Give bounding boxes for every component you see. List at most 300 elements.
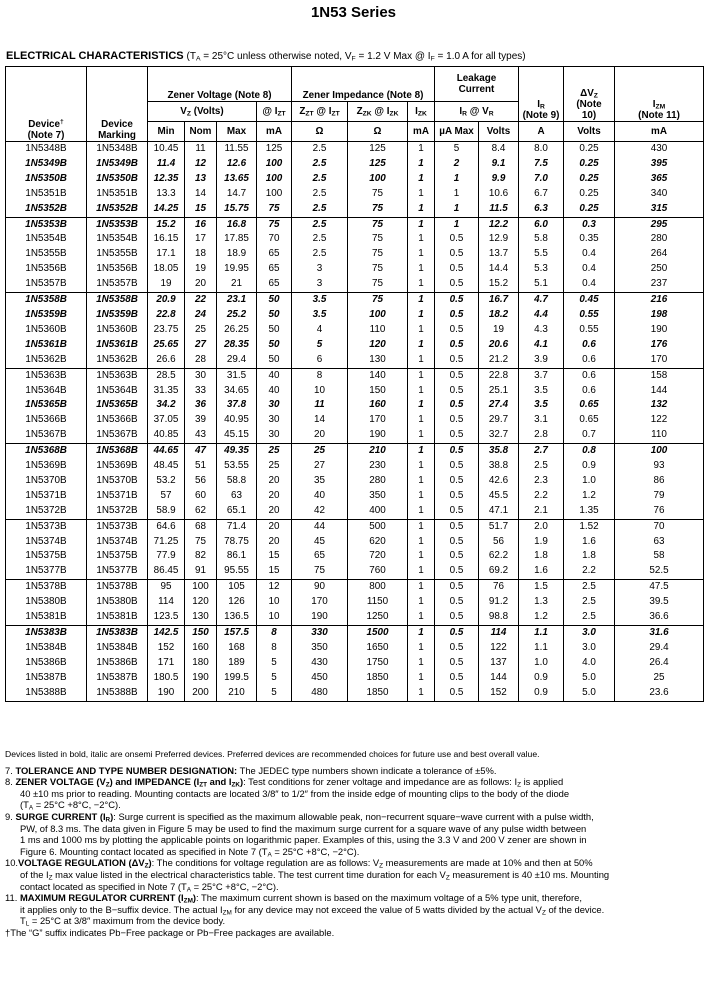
cell-vz-nom: 12	[185, 157, 217, 172]
cell-marking: 1N5351B	[87, 187, 148, 202]
cell-delta-vz: 0.9	[564, 459, 615, 474]
cell-ir-ua: 0.5	[435, 489, 479, 504]
cell-izk: 1	[408, 142, 435, 157]
cell-ir-ua: 0.5	[435, 413, 479, 428]
cell-vz-nom: 51	[185, 459, 217, 474]
table-row	[6, 232, 704, 247]
cell-vz-min: 20.9	[148, 293, 185, 308]
cell-device: 1N5372B	[6, 504, 87, 519]
cell-vz-nom: 15	[185, 202, 217, 217]
cell-device: 1N5386B	[6, 656, 87, 671]
table-row	[6, 549, 704, 564]
cell-izm: 79	[615, 489, 704, 504]
cell-izt: 8	[257, 626, 292, 641]
cell-ir-a: 0.9	[519, 671, 564, 686]
cell-zzk: 210	[348, 444, 408, 459]
cell-zzk: 1850	[348, 686, 408, 701]
cell-izt: 20	[257, 474, 292, 489]
cell-marking: 1N5355B	[87, 247, 148, 262]
cell-delta-vz: 0.4	[564, 277, 615, 292]
cell-zzk: 100	[348, 308, 408, 323]
cell-vz-max: 21	[217, 277, 257, 292]
cell-izt: 100	[257, 187, 292, 202]
cell-izk: 1	[408, 535, 435, 550]
header-unit-zzt-ohm: Ω	[292, 122, 348, 142]
cell-izm: 29.4	[615, 641, 704, 656]
cell-vz-max: 25.2	[217, 308, 257, 323]
cell-ir-ua: 0.5	[435, 474, 479, 489]
cell-zzk: 500	[348, 519, 408, 534]
cell-vr: 98.8	[479, 610, 519, 625]
cell-delta-vz: 0.8	[564, 444, 615, 459]
header-delta-vz: $\Delta V_Z$ (Note 10)	[564, 67, 615, 122]
cell-vz-max: 28.35	[217, 338, 257, 353]
cell-vz-min: 10.45	[148, 142, 185, 157]
cell-vz-max: 19.95	[217, 262, 257, 277]
cell-izt: 65	[257, 262, 292, 277]
cell-vz-min: 25.65	[148, 338, 185, 353]
cell-delta-vz: 0.6	[564, 368, 615, 383]
cell-izk: 1	[408, 564, 435, 579]
cell-delta-vz: 1.35	[564, 504, 615, 519]
cell-marking: 1N5366B	[87, 413, 148, 428]
cell-vz-max: 11.55	[217, 142, 257, 157]
cell-ir-a: 8.0	[519, 142, 564, 157]
cell-delta-vz: 0.25	[564, 157, 615, 172]
cell-izk: 1	[408, 580, 435, 595]
cell-vz-nom: 75	[185, 535, 217, 550]
cell-izm: 170	[615, 353, 704, 368]
cell-vz-max: 65.1	[217, 504, 257, 519]
cell-device: 1N5368B	[6, 444, 87, 459]
cell-ir-ua: 1	[435, 202, 479, 217]
cell-izk: 1	[408, 474, 435, 489]
cell-zzk: 75	[348, 187, 408, 202]
cell-device: 1N5355B	[6, 247, 87, 262]
cell-izt: 20	[257, 504, 292, 519]
cell-device: 1N5365B	[6, 398, 87, 413]
cell-vr: 122	[479, 641, 519, 656]
cell-zzt: 11	[292, 398, 348, 413]
cell-izm: 216	[615, 293, 704, 308]
cell-izk: 1	[408, 353, 435, 368]
header-zzt: $Z_{ZT}$ @ $I_{ZT}$	[292, 102, 348, 122]
cell-delta-vz: 3.0	[564, 626, 615, 641]
cell-izk: 1	[408, 444, 435, 459]
cell-ir-a: 5.1	[519, 277, 564, 292]
cell-izm: 132	[615, 398, 704, 413]
cell-vz-max: 210	[217, 686, 257, 701]
cell-delta-vz: 0.6	[564, 338, 615, 353]
cell-zzt: 90	[292, 580, 348, 595]
cell-zzt: 2.5	[292, 172, 348, 187]
cell-marking: 1N5378B	[87, 580, 148, 595]
cell-vz-max: 53.55	[217, 459, 257, 474]
cell-marking: 1N5362B	[87, 353, 148, 368]
cell-ir-a: 3.1	[519, 413, 564, 428]
cell-zzk: 110	[348, 323, 408, 338]
note-8: 8. ZENER VOLTAGE $(V_Z)$ and IMPEDANCE ($I_{ZT}$ and $I_{ZK}$): Test conditions for zener voltage and impedance are as follows: $I_Z$ is applied 40 ±10 ms prior to reading. Mounting contacts are located 3/8″ to 1/2″ from the inside edge of mounting clips to the body of the diode ($T_A = 25^\circ C +8^\circ C$, −2°C).	[5, 776, 570, 812]
cell-izm: 86	[615, 474, 704, 489]
preferred-devices-note: Devices listed in bold, italic are onsemi Preferred devices. Preferred devices are recommended choices for future use and best overall value.	[5, 749, 540, 759]
cell-izk: 1	[408, 187, 435, 202]
cell-vz-max: 95.55	[217, 564, 257, 579]
cell-izm: 237	[615, 277, 704, 292]
cell-vz-min: 11.4	[148, 157, 185, 172]
cell-vz-min: 18.05	[148, 262, 185, 277]
cell-zzt: 35	[292, 474, 348, 489]
cell-vz-max: 126	[217, 595, 257, 610]
table-row	[6, 293, 704, 308]
cell-delta-vz: 1.2	[564, 489, 615, 504]
cell-izm: 36.6	[615, 610, 704, 625]
cell-zzk: 230	[348, 459, 408, 474]
cell-ir-ua: 0.5	[435, 656, 479, 671]
cell-vz-nom: 27	[185, 338, 217, 353]
header-at-izt: @ $I_{ZT}$	[257, 102, 292, 122]
cell-izm: 93	[615, 459, 704, 474]
cell-izk: 1	[408, 519, 435, 534]
table-body	[6, 142, 704, 702]
cell-izk: 1	[408, 232, 435, 247]
note-9: 9. SURGE CURRENT $(I_R)$: Surge current is specified as the maximum allowable peak, non−recurrent square−wave current with a pulse width, PW, of 8.3 ms. The data given in Figure 5 may be used to find the maximum surge current for a square wave of any pulse width between 1 ms and 1000 ms by plotting the applicable points on logarithmic paper. Examples of this, using the 3.3 V and 200 V zener are shown in Figure 6. Mounting contact located as specified in Note 7 ($T_A = 25^\circ C +8^\circ C$, −2°C).	[5, 810, 594, 859]
cell-vr: 42.6	[479, 474, 519, 489]
cell-device: 1N5357B	[6, 277, 87, 292]
cell-vz-nom: 25	[185, 323, 217, 338]
cell-zzk: 280	[348, 474, 408, 489]
cell-izt: 30	[257, 428, 292, 443]
cell-izt: 10	[257, 610, 292, 625]
cell-delta-vz: 0.25	[564, 187, 615, 202]
cell-ir-a: 5.5	[519, 247, 564, 262]
table-row	[6, 338, 704, 353]
cell-izm: 144	[615, 384, 704, 399]
cell-zzk: 75	[348, 293, 408, 308]
cell-vz-min: 86.45	[148, 564, 185, 579]
cell-ir-ua: 0.5	[435, 262, 479, 277]
cell-delta-vz: 0.25	[564, 202, 615, 217]
cell-device: 1N5366B	[6, 413, 87, 428]
header-unit-max: Max	[217, 122, 257, 142]
table-row	[6, 413, 704, 428]
cell-ir-a: 7.5	[519, 157, 564, 172]
cell-ir-a: 1.0	[519, 656, 564, 671]
cell-ir-ua: 0.5	[435, 626, 479, 641]
cell-vr: 14.4	[479, 262, 519, 277]
cell-izt: 20	[257, 535, 292, 550]
cell-vz-nom: 22	[185, 293, 217, 308]
cell-ir-a: 1.6	[519, 564, 564, 579]
cell-zzk: 75	[348, 247, 408, 262]
cell-device: 1N5352B	[6, 202, 87, 217]
cell-vz-max: 86.1	[217, 549, 257, 564]
table-row	[6, 580, 704, 595]
cell-zzk: 160	[348, 398, 408, 413]
cell-ir-ua: 0.5	[435, 595, 479, 610]
cell-delta-vz: 3.0	[564, 641, 615, 656]
cell-vr: 62.2	[479, 549, 519, 564]
cell-vz-min: 14.25	[148, 202, 185, 217]
cell-izt: 10	[257, 595, 292, 610]
cell-vr: 21.2	[479, 353, 519, 368]
cell-vz-min: 114	[148, 595, 185, 610]
cell-zzk: 1750	[348, 656, 408, 671]
cell-izk: 1	[408, 384, 435, 399]
cell-ir-ua: 0.5	[435, 353, 479, 368]
cell-device: 1N5348B	[6, 142, 87, 157]
notes-section	[5, 749, 703, 939]
cell-zzk: 720	[348, 549, 408, 564]
cell-ir-a: 4.4	[519, 308, 564, 323]
cell-zzk: 75	[348, 202, 408, 217]
cell-izt: 8	[257, 641, 292, 656]
cell-vz-nom: 33	[185, 384, 217, 399]
cell-izm: 198	[615, 308, 704, 323]
table-row	[6, 656, 704, 671]
cell-ir-a: 7.0	[519, 172, 564, 187]
cell-ir-ua: 0.5	[435, 232, 479, 247]
cell-marking: 1N5381B	[87, 610, 148, 625]
cell-zzk: 140	[348, 368, 408, 383]
cell-device: 1N5349B	[6, 157, 87, 172]
table-row	[6, 535, 704, 550]
cell-vr: 47.1	[479, 504, 519, 519]
cell-marking: 1N5361B	[87, 338, 148, 353]
table-row	[6, 610, 704, 625]
table-row	[6, 459, 704, 474]
header-unit-ir-a: A	[519, 122, 564, 142]
cell-delta-vz: 0.6	[564, 384, 615, 399]
cell-izk: 1	[408, 368, 435, 383]
cell-zzk: 620	[348, 535, 408, 550]
cell-vr: 15.2	[479, 277, 519, 292]
cell-ir-ua: 0.5	[435, 398, 479, 413]
cell-ir-a: 1.5	[519, 580, 564, 595]
cell-izm: 39.5	[615, 595, 704, 610]
cell-vr: 25.1	[479, 384, 519, 399]
cell-vr: 137	[479, 656, 519, 671]
cell-vz-nom: 60	[185, 489, 217, 504]
table-row	[6, 384, 704, 399]
cell-izt: 20	[257, 519, 292, 534]
cell-device: 1N5350B	[6, 172, 87, 187]
cell-izk: 1	[408, 504, 435, 519]
cell-zzk: 800	[348, 580, 408, 595]
table-row	[6, 504, 704, 519]
cell-vr: 114	[479, 626, 519, 641]
header-unit-nom: Nom	[185, 122, 217, 142]
cell-zzt: 3	[292, 262, 348, 277]
cell-ir-a: 2.8	[519, 428, 564, 443]
cell-ir-ua: 0.5	[435, 293, 479, 308]
header-zzk: $Z_{ZK}$ @ $I_{ZK}$	[348, 102, 408, 122]
header-ir-at-vr: $I_R$ @ $V_R$	[435, 102, 519, 122]
cell-ir-ua: 0.5	[435, 323, 479, 338]
cell-izk: 1	[408, 157, 435, 172]
cell-izk: 1	[408, 338, 435, 353]
cell-izm: 63	[615, 535, 704, 550]
cell-device: 1N5374B	[6, 535, 87, 550]
cell-vr: 51.7	[479, 519, 519, 534]
cell-ir-ua: 0.5	[435, 308, 479, 323]
cell-ir-a: 2.0	[519, 519, 564, 534]
cell-vz-nom: 43	[185, 428, 217, 443]
cell-zzt: 75	[292, 564, 348, 579]
cell-ir-ua: 0.5	[435, 428, 479, 443]
cell-zzk: 75	[348, 262, 408, 277]
cell-vz-max: 71.4	[217, 519, 257, 534]
cell-zzt: 42	[292, 504, 348, 519]
cell-device: 1N5362B	[6, 353, 87, 368]
cell-ir-ua: 0.5	[435, 641, 479, 656]
cell-ir-ua: 1	[435, 187, 479, 202]
cell-ir-a: 1.9	[519, 535, 564, 550]
cell-ir-a: 4.3	[519, 323, 564, 338]
cell-vz-min: 15.2	[148, 217, 185, 232]
cell-vz-min: 57	[148, 489, 185, 504]
cell-ir-a: 1.1	[519, 641, 564, 656]
cell-vr: 38.8	[479, 459, 519, 474]
cell-vz-max: 78.75	[217, 535, 257, 550]
cell-zzk: 190	[348, 428, 408, 443]
cell-device: 1N5370B	[6, 474, 87, 489]
cell-ir-a: 3.7	[519, 368, 564, 383]
cell-marking: 1N5365B	[87, 398, 148, 413]
cell-marking: 1N5367B	[87, 428, 148, 443]
cell-zzk: 760	[348, 564, 408, 579]
cell-izk: 1	[408, 217, 435, 232]
table-row	[6, 398, 704, 413]
cell-izk: 1	[408, 277, 435, 292]
cell-izm: 23.6	[615, 686, 704, 701]
cell-vz-min: 53.2	[148, 474, 185, 489]
cell-zzt: 14	[292, 413, 348, 428]
cell-ir-ua: 1	[435, 172, 479, 187]
cell-vz-nom: 47	[185, 444, 217, 459]
cell-delta-vz: 0.55	[564, 308, 615, 323]
table-row	[6, 247, 704, 262]
cell-delta-vz: 0.7	[564, 428, 615, 443]
table-row	[6, 641, 704, 656]
cell-delta-vz: 1.0	[564, 474, 615, 489]
cell-device: 1N5384B	[6, 641, 87, 656]
page-title: 1N53 Series	[310, 4, 397, 21]
cell-izm: 122	[615, 413, 704, 428]
cell-izm: 26.4	[615, 656, 704, 671]
cell-zzt: 2.5	[292, 202, 348, 217]
cell-device: 1N5367B	[6, 428, 87, 443]
cell-device: 1N5351B	[6, 187, 87, 202]
cell-zzt: 65	[292, 549, 348, 564]
cell-vz-min: 28.5	[148, 368, 185, 383]
cell-izk: 1	[408, 656, 435, 671]
cell-delta-vz: 2.5	[564, 580, 615, 595]
cell-ir-ua: 0.5	[435, 277, 479, 292]
cell-marking: 1N5374B	[87, 535, 148, 550]
cell-vz-min: 12.35	[148, 172, 185, 187]
header-unit-izt-ma: mA	[257, 122, 292, 142]
cell-device: 1N5381B	[6, 610, 87, 625]
cell-vz-nom: 30	[185, 368, 217, 383]
header-leakage-current: Leakage Current	[435, 67, 519, 102]
cell-delta-vz: 0.3	[564, 217, 615, 232]
cell-vz-max: 63	[217, 489, 257, 504]
table-row	[6, 474, 704, 489]
cell-device: 1N5383B	[6, 626, 87, 641]
cell-zzt: 27	[292, 459, 348, 474]
cell-vz-max: 105	[217, 580, 257, 595]
cell-ir-a: 6.0	[519, 217, 564, 232]
cell-vz-min: 95	[148, 580, 185, 595]
cell-izk: 1	[408, 413, 435, 428]
cell-vz-max: 199.5	[217, 671, 257, 686]
cell-vz-nom: 62	[185, 504, 217, 519]
cell-zzk: 100	[348, 172, 408, 187]
cell-zzk: 75	[348, 217, 408, 232]
table-row	[6, 626, 704, 641]
cell-vr: 19	[479, 323, 519, 338]
cell-vz-nom: 120	[185, 595, 217, 610]
cell-device: 1N5356B	[6, 262, 87, 277]
cell-zzt: 480	[292, 686, 348, 701]
cell-delta-vz: 2.5	[564, 595, 615, 610]
cell-marking: 1N5370B	[87, 474, 148, 489]
cell-marking: 1N5368B	[87, 444, 148, 459]
cell-device: 1N5378B	[6, 580, 87, 595]
cell-delta-vz: 0.55	[564, 323, 615, 338]
header-unit-izk-ma: mA	[408, 122, 435, 142]
cell-vz-nom: 18	[185, 247, 217, 262]
cell-zzt: 3.5	[292, 293, 348, 308]
cell-vz-nom: 180	[185, 656, 217, 671]
cell-vz-min: 16.15	[148, 232, 185, 247]
cell-ir-ua: 0.5	[435, 686, 479, 701]
cell-izm: 264	[615, 247, 704, 262]
cell-zzk: 170	[348, 413, 408, 428]
cell-delta-vz: 4.0	[564, 656, 615, 671]
cell-ir-ua: 0.5	[435, 519, 479, 534]
cell-vz-min: 17.1	[148, 247, 185, 262]
cell-vr: 13.7	[479, 247, 519, 262]
cell-vr: 9.9	[479, 172, 519, 187]
table-row	[6, 368, 704, 383]
cell-device: 1N5358B	[6, 293, 87, 308]
cell-device: 1N5360B	[6, 323, 87, 338]
cell-device: 1N5388B	[6, 686, 87, 701]
cell-ir-a: 1.1	[519, 626, 564, 641]
cell-izt: 50	[257, 353, 292, 368]
cell-vz-max: 18.9	[217, 247, 257, 262]
cell-zzk: 75	[348, 232, 408, 247]
cell-vr: 10.6	[479, 187, 519, 202]
cell-delta-vz: 2.5	[564, 610, 615, 625]
cell-izm: 430	[615, 142, 704, 157]
cell-zzt: 330	[292, 626, 348, 641]
electrical-characteristics-table	[5, 66, 704, 702]
cell-vz-max: 168	[217, 641, 257, 656]
cell-zzk: 125	[348, 142, 408, 157]
cell-vz-min: 152	[148, 641, 185, 656]
cell-marking: 1N5388B	[87, 686, 148, 701]
cell-zzt: 10	[292, 384, 348, 399]
cell-izm: 25	[615, 671, 704, 686]
table-row	[6, 444, 704, 459]
cell-device: 1N5369B	[6, 459, 87, 474]
cell-zzt: 2.5	[292, 187, 348, 202]
cell-izk: 1	[408, 428, 435, 443]
table-row	[6, 489, 704, 504]
cell-vz-nom: 16	[185, 217, 217, 232]
